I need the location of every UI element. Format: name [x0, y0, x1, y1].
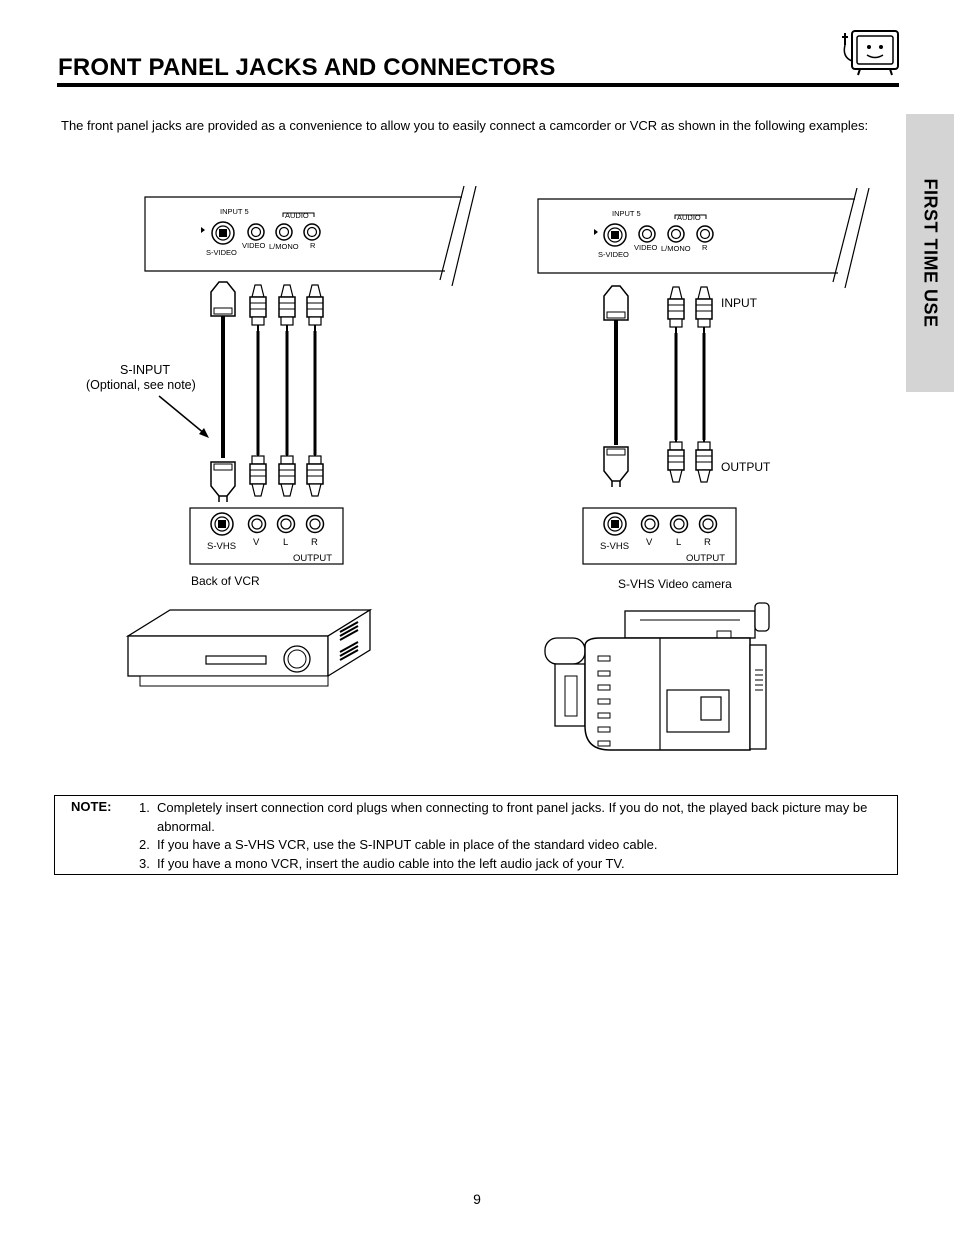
output-label: OUTPUT: [721, 460, 771, 474]
sinput-label: S-INPUT: [120, 363, 170, 377]
note-box: [54, 795, 898, 875]
section-tab-label: FIRST TIME USE: [920, 178, 941, 328]
arrow-icon: [201, 227, 205, 233]
camera-output-panel: [583, 508, 736, 564]
input-label: INPUT: [721, 296, 757, 310]
vcr-output-panel: [190, 508, 343, 564]
vcr-illustration: [128, 610, 370, 686]
cam-r-label: R: [704, 537, 711, 548]
vcr-v-label: V: [253, 537, 260, 548]
panel-svideo-label: S-VIDEO: [206, 248, 237, 257]
pointer-arrow-icon: [159, 396, 209, 438]
note-label: NOTE:: [71, 799, 112, 814]
cam-v-label: V: [646, 537, 653, 548]
vcr-l-label: L: [283, 537, 289, 548]
note-item-text: If you have a S-VHS VCR, use the S-INPUT cable in place of the standard video cable.: [157, 837, 658, 852]
vcr-svhs-label: S-VHS: [207, 541, 237, 552]
panel-video-label: VIDEO: [634, 243, 658, 252]
note-item: [139, 836, 889, 855]
camcorder-illustration: [545, 603, 769, 750]
note-item: [139, 855, 889, 874]
cam-svhs-label: S-VHS: [600, 541, 630, 552]
panel-lmono-label: L/MONO: [661, 244, 691, 253]
page-title: FRONT PANEL JACKS AND CONNECTORS: [58, 54, 556, 81]
tv-front-panel-left: [145, 186, 476, 286]
vcr-r-label: R: [311, 537, 318, 548]
panel-r-label: R: [310, 241, 316, 250]
panel-svideo-label: S-VIDEO: [598, 250, 629, 259]
note-item-number: 1.: [139, 800, 150, 815]
intro-paragraph: The front panel jacks are provided as a convenience to allow you to easily connect a camcorder or VCR as shown in the following examples:: [61, 118, 869, 133]
arrow-icon: [594, 229, 598, 235]
note-item-number: 3.: [139, 855, 150, 871]
cam-output-label: OUTPUT: [686, 553, 726, 564]
panel-input-label: INPUT 5: [220, 207, 249, 216]
page-number: 9: [473, 1191, 481, 1207]
cables-left: [211, 282, 323, 502]
cam-l-label: L: [676, 537, 682, 548]
note-list: [139, 799, 889, 873]
panel-lmono-label: L/MONO: [269, 242, 299, 251]
panel-input-label: INPUT 5: [612, 209, 641, 218]
note-item-text: Completely insert connection cord plugs when connecting to front panel jacks. If you do not, the played back picture may be abnormal.: [157, 800, 868, 834]
cables-right: [604, 286, 712, 487]
camera-caption: S-VHS Video camera: [618, 577, 732, 591]
panel-audio-label: AUDIO: [285, 211, 309, 220]
panel-video-label: VIDEO: [242, 241, 266, 250]
panel-r-label: R: [702, 243, 708, 252]
note-item: [139, 799, 889, 836]
sinput-note: (Optional, see note): [86, 378, 196, 392]
panel-audio-label: AUDIO: [677, 213, 701, 222]
vcr-output-label: OUTPUT: [293, 553, 333, 564]
note-item-number: 2.: [139, 837, 150, 852]
note-item-text: If you have a mono VCR, insert the audio cable into the left audio jack of your TV.: [157, 855, 625, 871]
tv-front-panel-right: [538, 188, 869, 288]
vcr-caption: Back of VCR: [191, 574, 260, 588]
